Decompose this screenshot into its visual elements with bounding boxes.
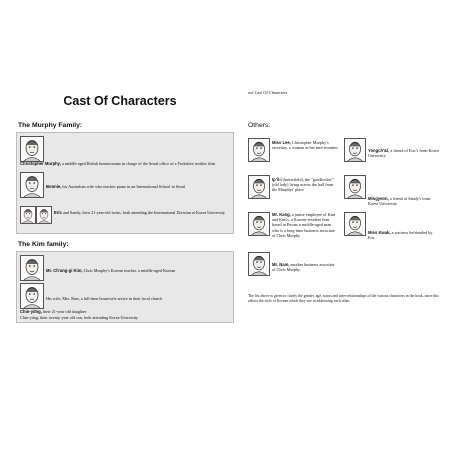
portrait-yongchol-icon bbox=[344, 138, 366, 162]
son-entry: Chin-ydng, their twenty-year old son, both attending Korea University bbox=[20, 315, 139, 320]
others-heading: Others: bbox=[248, 122, 271, 129]
portrait-mr-nam-icon bbox=[248, 252, 270, 276]
chin-yong-entry: Chin-ydng, their 21-year old daughter bbox=[20, 309, 87, 314]
portrait-christopher-icon bbox=[20, 136, 44, 162]
portrait-mr-kang-icon bbox=[248, 212, 270, 236]
bonnie-entry: Bonnie, his Australian wife who teaches piano in an International School in Seoul bbox=[46, 184, 186, 189]
miss-lee-entry: Miss Lee, Christopher Murphy's secretary, a woman in her mid-twenties bbox=[272, 140, 338, 151]
mr-nam-entry: Mr. Nam, another business associate of Chris Murphy bbox=[272, 262, 335, 273]
page-title: Cast Of Characters bbox=[63, 94, 177, 108]
miss-kwak-entry: Miss Kwak, a waitress befriended by Eric bbox=[368, 230, 433, 241]
eric-sandy-entry: Eric and Sandy, their 21-year-old twins, both attending the International Division at Korea University bbox=[54, 210, 225, 215]
portrait-eric-icon bbox=[20, 206, 36, 224]
christopher-entry: Christopher Murphy, a middle-aged British businessman in charge of the Seoul office of a Yorkshire textiles firm bbox=[20, 161, 216, 166]
portrait-miss-lee-icon bbox=[248, 138, 270, 162]
kim-family-heading: The Kim family: bbox=[18, 241, 69, 248]
mingyeon-entry: Mingyeon, a friend of Sandy's from Korea University bbox=[368, 196, 431, 207]
portrait-miss-kwak-icon bbox=[344, 212, 366, 236]
ip-il-entry: Ip'il-i (butterfield), the "goodlocker" (old lady) living across the hall from the Murphys' place bbox=[272, 177, 334, 193]
portrait-bonnie-icon bbox=[20, 172, 44, 198]
mrs-kim-entry: His wife, Mrs. Kim, a full-time housewife active in their local church bbox=[46, 296, 163, 301]
portrait-mr-kim-icon bbox=[20, 255, 44, 281]
portrait-mrs-kim-icon bbox=[20, 283, 44, 309]
yongchol-entry: Yongch'&l, a friend of Eric's from Korea University bbox=[368, 148, 439, 159]
mr-kang-entry: Mr. Kang, a junior employee of Kim and Kim's, a Korean-resident firm based in Pusan; a middle-aged man who is a long-time business associate of Chris Murphy bbox=[272, 212, 336, 238]
portrait-ip-il-icon bbox=[248, 175, 270, 199]
murphy-family-heading: The Murphy Family: bbox=[18, 122, 83, 129]
portrait-mingyeon-icon bbox=[344, 175, 366, 199]
mr-kim-entry: Mr. Ch'ang-gi Kim, Chris Murphy's Korean teacher, a middle-aged Korean bbox=[46, 268, 176, 273]
page-header: xvi Cast Of Characters bbox=[248, 90, 288, 95]
portrait-sandy-icon bbox=[36, 206, 52, 224]
footnote: The list above is given to clarify the gender, age, status and inter-relationships of the various characters in the book, since this affects the style of Korean which they use in addressing each other. bbox=[248, 294, 439, 303]
